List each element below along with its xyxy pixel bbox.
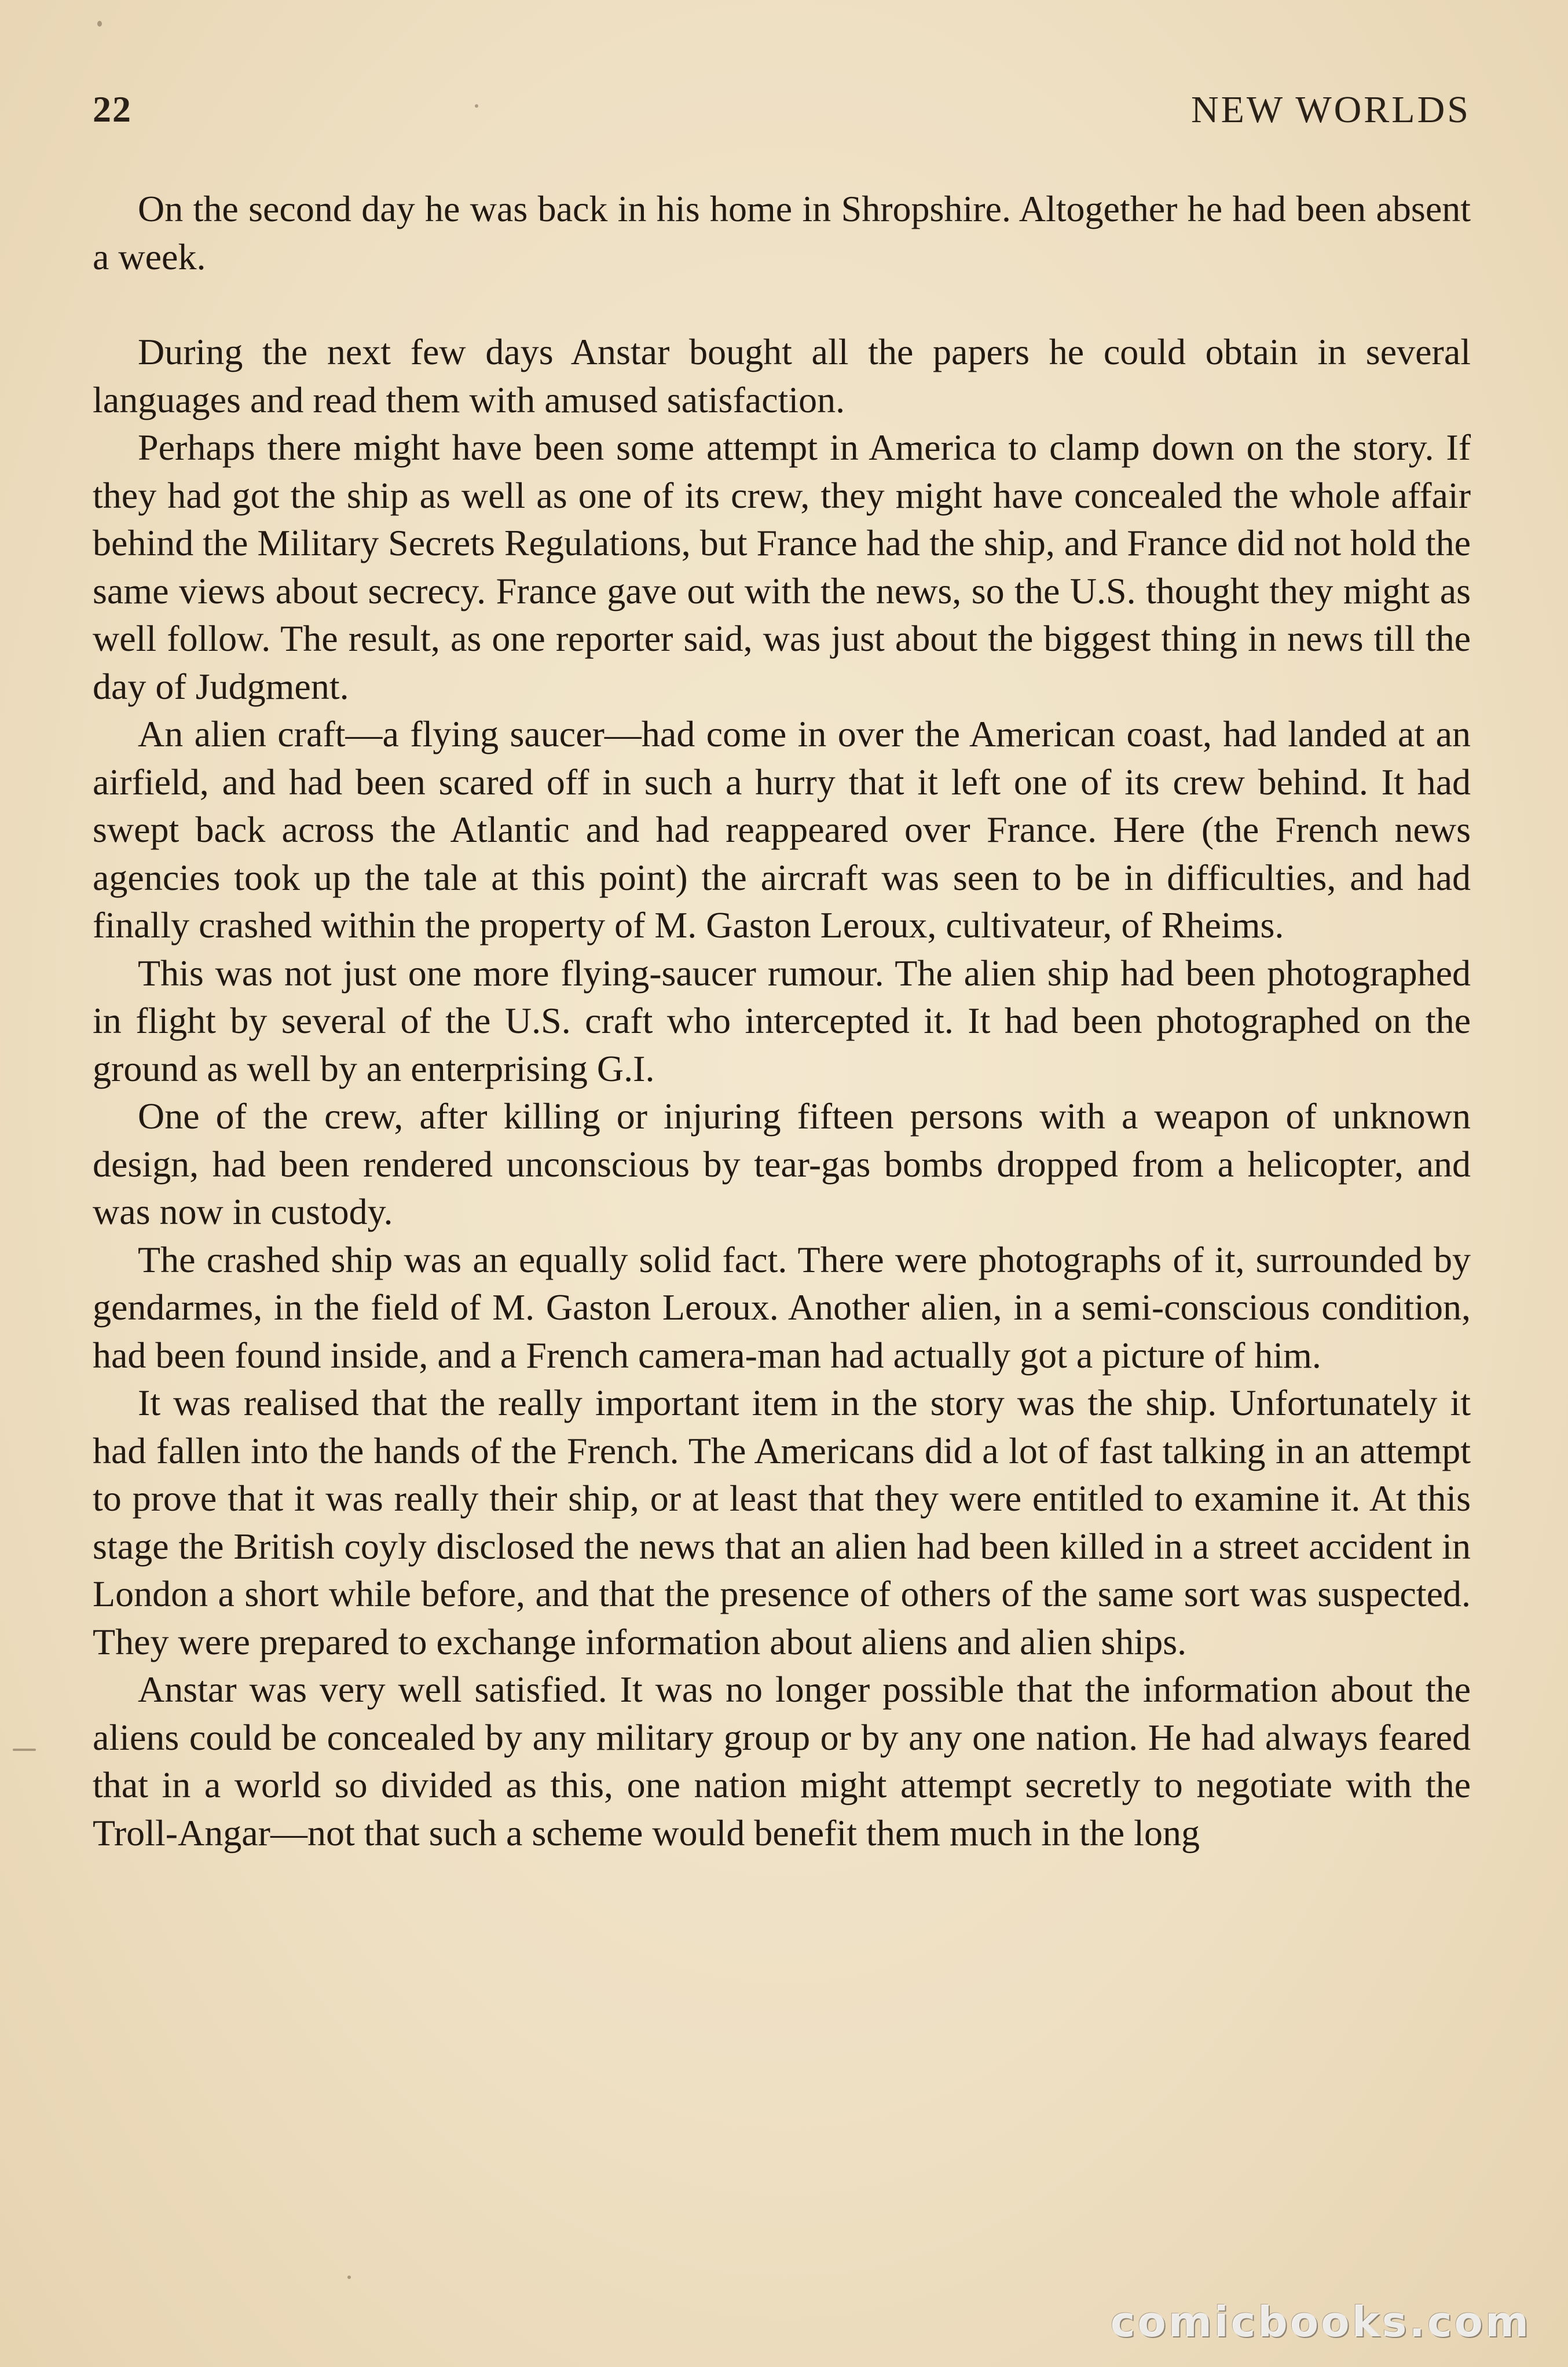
paragraph: An alien craft—a flying saucer—had come in over the American coast, had landed at an airfield, and had been scared off in such a hurry that it left one of its crew behind. It had swept back across the Atlantic and had reappeared over France. Here (the French news agencies took up the tale at this point) the aircraft was seen to be in difficulties, and had finally crashed within the property of M. Gaston Leroux, cultivateur, of Rheims. — [93, 713, 1471, 946]
paper-speck — [97, 21, 102, 27]
running-head: NEW WORLDS — [1190, 89, 1471, 131]
paragraph: One of the crew, after killing or injuring fifteen persons with a weapon of unknown design, had been rendered unconscious by tear-gas bombs dropped from a helicopter, and was now in custody. — [93, 1095, 1471, 1232]
paper-speck — [347, 2276, 351, 2279]
section-break — [93, 281, 1471, 328]
page-header — [93, 88, 1471, 140]
body-text — [93, 185, 1471, 1857]
paragraph: On the second day he was back in his home in Shropshire. Altogether he had been absent a week. — [93, 188, 1471, 277]
paragraph: This was not just one more flying-saucer rumour. The alien ship had been photographed in flight by several of the U.S. craft who intercepted it. It had been photographed on the ground as well by an enterprising G.I. — [93, 952, 1471, 1089]
watermark: comicbooks.com — [1110, 2298, 1531, 2346]
paper-speck — [13, 1749, 36, 1751]
paper-speck — [475, 104, 478, 108]
page-number: 22 — [93, 89, 132, 130]
paragraph: Anstar was very well satisfied. It was no longer possible that the information about the aliens could be concealed by any military group or by any one nation. He had always feared that in a world so divided as this, one nation might attempt secretly to negotiate with the Troll-Angar—not that such a scheme would benefit them much in the long — [93, 1669, 1471, 1853]
paragraph: Perhaps there might have been some attempt in America to clamp down on the story. If they had got the ship as well as one of its crew, they might have concealed the whole affair behind the Military Secrets Regulations, but France had the ship, and France did not hold the same views about secrecy. France gave out with the news, so the U.S. thought they might as well follow. The result, as one reporter said, was just about the biggest thing in news till the day of Judgment. — [93, 427, 1471, 707]
paragraph: It was realised that the really important item in the story was the ship. Unfortunately it had fallen into the hands of the French. The Americans did a lot of fast talking in an attempt to prove that it was really their ship, or at least that they were entitled to examine it. At this stage the British coyly disclosed the news that an alien had been killed in a street accident in London a short while before, and that the presence of others of the same sort was suspected. They were prepared to exchange information about aliens and alien ships. — [93, 1382, 1471, 1662]
paragraph: During the next few days Anstar bought all the papers he could obtain in several languages and read them with amused satisfaction. — [93, 331, 1471, 420]
paragraph: The crashed ship was an equally solid fact. There were photographs of it, surrounded by gendarmes, in the field of M. Gaston Leroux. Another alien, in a semi-conscious condition, had been found inside, and a French camera-man had actually got a picture of him. — [93, 1239, 1471, 1376]
